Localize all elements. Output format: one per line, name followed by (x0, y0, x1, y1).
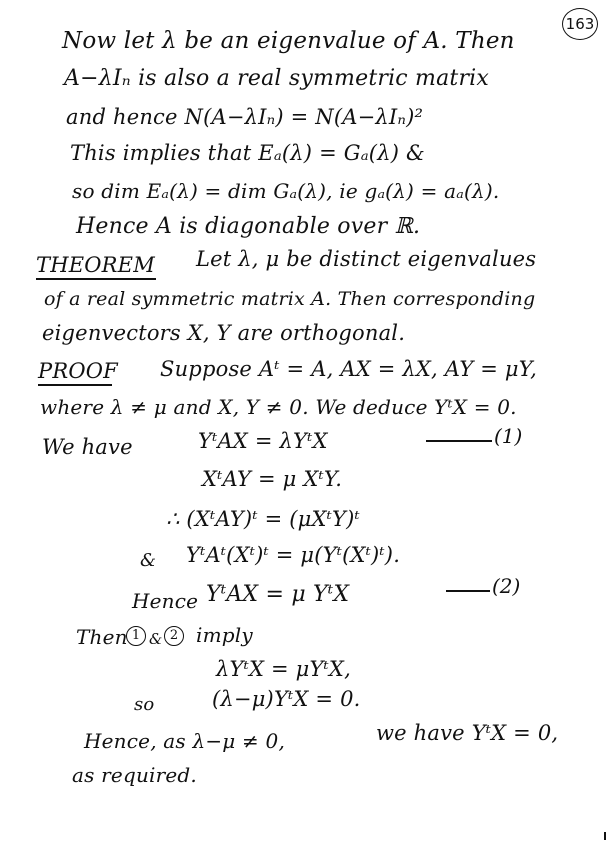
equation-4: YᵗAᵗ(Xᵗ)ᵗ = μ(Yᵗ(Xᵗ)ᵗ). (186, 543, 401, 567)
circled-ref-2: 2 (164, 626, 184, 646)
then-label: Then (76, 625, 128, 649)
so-label: so (134, 694, 155, 715)
ampersand-1: & (140, 550, 157, 571)
text-line-5: so dim Eₐ(λ) = dim Gₐ(λ), ie gₐ(λ) = aₐ(λ). (72, 179, 500, 203)
text-line-1: Now let λ be an eigenvalue of A. Then (62, 28, 515, 54)
conclusion-line-3: as required. (72, 763, 197, 787)
scan-edge-mark (604, 832, 606, 840)
we-have-label: We have (42, 435, 133, 459)
imply-label: imply (196, 623, 253, 647)
theorem-statement-1: Let λ, μ be distinct eigenvalues (196, 247, 537, 271)
equation-2: XᵗAY = μ XᵗY. (202, 467, 343, 491)
equation-7: (λ−μ)YᵗX = 0. (212, 687, 361, 711)
ampersand-2: & (149, 630, 163, 648)
text-line-4: This implies that Eₐ(λ) = Gₐ(λ) & (70, 141, 425, 165)
equation-2-leader (446, 590, 490, 592)
theorem-statement-3: eigenvectors X, Y are orthogonal. (42, 321, 406, 345)
text-line-3: and hence N(A−λIₙ) = N(A−λIₙ)² (66, 105, 424, 129)
text-line-6: Hence A is diagonable over ℝ. (76, 214, 421, 239)
page-number: 163 (562, 8, 598, 40)
equation-5: YᵗAX = μ YᵗX (206, 582, 350, 607)
conclusion-line-2: we have YᵗX = 0, (376, 721, 559, 745)
equation-6: λYᵗX = μYᵗX, (216, 657, 351, 681)
proof-underline (38, 384, 112, 386)
conclusion-line-1: Hence, as λ−μ ≠ 0, (84, 729, 286, 753)
proof-heading: PROOF (38, 359, 118, 383)
equation-1-leader (426, 440, 492, 442)
text-line-2: A−λIₙ is also a real symmetric matrix (64, 66, 490, 91)
equation-3: ∴ (XᵗAY)ᵗ = (μXᵗY)ᵗ (166, 507, 360, 531)
proof-line-1: Suppose Aᵗ = A, AX = λX, AY = μY, (160, 357, 538, 381)
theorem-heading: THEOREM (36, 253, 155, 277)
theorem-statement-2: of a real symmetric matrix A. Then corresponding (44, 288, 536, 310)
equation-2-tag: (2) (492, 574, 521, 598)
equation-1-tag: (1) (494, 424, 523, 448)
circled-ref-1: 1 (126, 626, 146, 646)
theorem-underline (36, 278, 156, 280)
hence-label: Hence (132, 589, 199, 613)
equation-1: YᵗAX = λYᵗX (198, 429, 328, 453)
proof-line-2: where λ ≠ μ and X, Y ≠ 0. We deduce YᵗX = 0. (40, 395, 517, 419)
